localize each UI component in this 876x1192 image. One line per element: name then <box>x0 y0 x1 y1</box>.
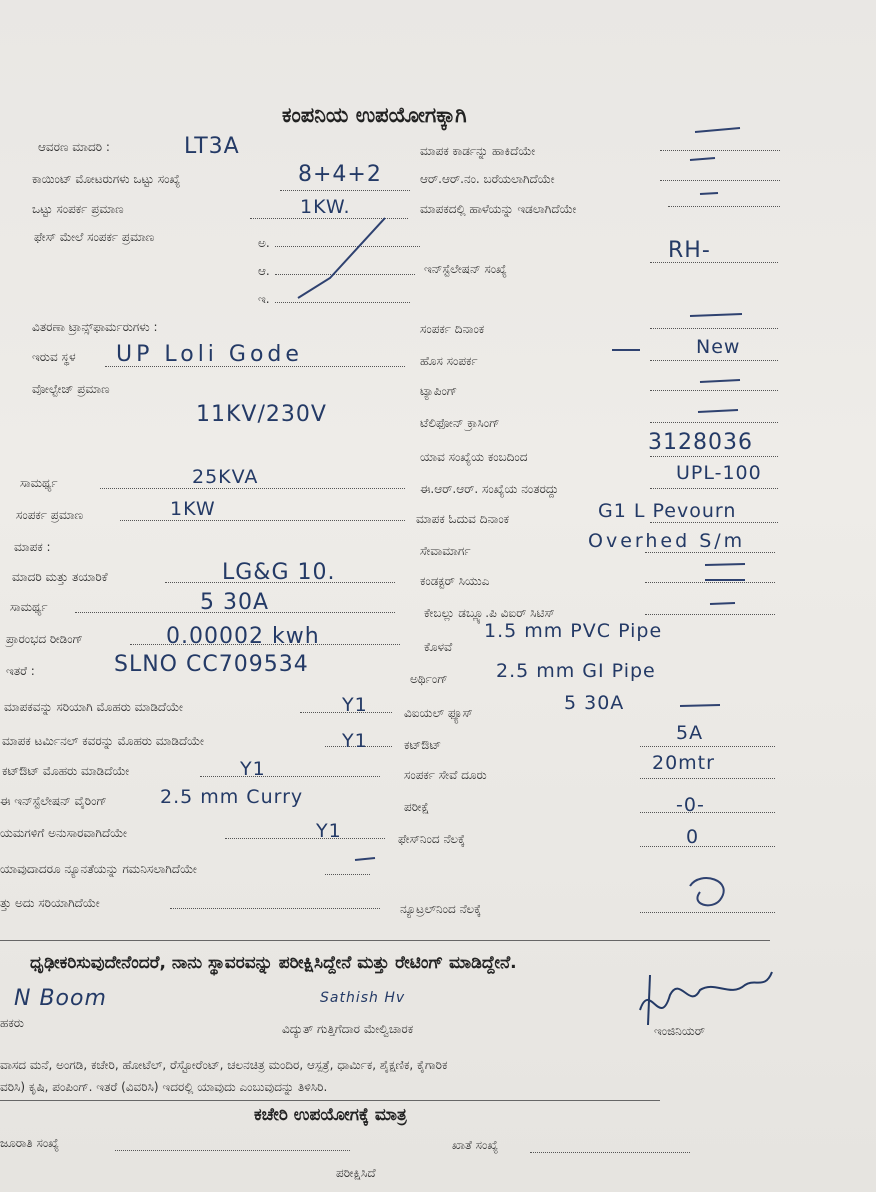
label-installation-number: ಇನ್‌ಸ್ಟೆಲೇಷನ್ ಸಂಖ್ಯೆ <box>424 262 507 276</box>
label-total-load: ಒಟ್ಟು ಸಂಪರ್ಕ ಪ್ರಮಾಣ <box>32 202 124 216</box>
label-new-connection: ಹೊಸ ಸಂಪರ್ಕ <box>420 354 478 368</box>
hw-fuse: 5 30A <box>564 692 625 714</box>
label-premises-type: ಆವರಣ ಮಾದರಿ : <box>38 140 110 154</box>
hw-phase-earth: 0 <box>686 826 700 848</box>
field-account-number <box>530 1152 690 1153</box>
label-pole-number: ಯಾವ ಸಂಖ್ಯೆಯ ಕಂಬದಿಂದ <box>420 450 528 464</box>
signature-owner: N Boom <box>14 986 107 1011</box>
hw-initial-reading: 0.00002 kwh <box>166 624 320 649</box>
signature-contractor: Sathish Hv <box>320 990 406 1006</box>
field-sanction-number <box>115 1150 350 1151</box>
label-cutout: ಕಟ್‌ಔಟ್ <box>404 738 442 752</box>
hw-wiring: 2.5 mm Curry <box>160 786 304 808</box>
hw-earthing: 2.5 mm GI Pipe <box>496 660 656 682</box>
label-service-distance: ಸಂಪರ್ಕ ಸೇವೆ ದೂರು <box>404 768 487 782</box>
label-initial-reading: ಪ್ರಾರಂಭದ ರೀಡಿಂಗ್ <box>6 632 83 646</box>
label-meter-sealed: ಮಾಪಕವನ್ನು ಸರಿಯಾಗಿ ಮೊಹರು ಮಾಡಿದೆಯೇ <box>4 700 183 714</box>
label-service-line: ಸೇವಾಮಾರ್ಗ <box>420 544 471 558</box>
hw-installation-number: RH- <box>668 238 711 263</box>
label-neutral-to-earth: ನ್ಯೂಟ್ರಲ್‌ನಿಂದ ನೆಲಕ್ಕೆ <box>400 902 482 916</box>
label-test: ಪರೀಕ್ಷೆ <box>404 800 430 814</box>
hw-meter-capacity: 5 30A <box>200 590 270 615</box>
declaration-text: ಧೃಢೀಕರಿಸುವುದೇನೆಂದರೆ, ನಾನು ಸ್ಥಾವರವನ್ನು ಪರೀಕ್ಷಿಸಿದ್ದೇನೆ ಮತ್ತು ರೇಟಿಂಗ್ ಮಾಡಿದ್ದೇನೆ. <box>30 953 517 973</box>
premises-type-note-1: ವಾಸದ ಮನೆ, ಅಂಗಡಿ, ಕಚೇರಿ, ಹೋಟೆಲ್, ರೆಸ್ಟೋರೆಂಟ್, ಚಲನಚಿತ್ರ ಮಂದಿರ, ಆಸ್ಪತ್ರೆ, ಧಾರ್ಮಿಕ, ಶೈಕ್ಷಣಿಕ, ಕೈಗಾರಿಕ <box>0 1058 448 1072</box>
label-voltage: ವೋಲ್ಟೇಜ್ ಪ್ರಮಾಣ <box>32 382 110 396</box>
label-reading-date: ಮಾಪಕ ಓದುವ ದಿನಾಂಕ <box>416 512 510 526</box>
label-after-rr: ಈ.ಆರ್.ಆರ್. ಸಂಖ್ಯೆಯ ನಂತರದ್ದು <box>420 482 559 496</box>
label-transformers: ವಿತರಣಾ ಟ್ರಾನ್ಸ್‌ಫಾರ್ಮರುಗಳು : <box>32 320 158 334</box>
label-conductor: ಕಂಡಕ್ಟರ್ ಸಿಯುಎ <box>420 574 490 588</box>
hw-distance: 20mtr <box>652 752 715 774</box>
premises-type-note-2: ವರಿಸಿ) ಕೃಷಿ, ಪಂಪಿಂಗ್. ಇತರೆ (ವಿವರಿಸಿ) ಇದರಲ್ಲಿ ಯಾವುದು ಎಂಬುವುದನ್ನು ತಿಳಿಸಿರಿ. <box>0 1080 328 1094</box>
label-meter: ಮಾಪಕ : <box>14 540 51 554</box>
label-rr-number: ಆರ್.ಆರ್.ನಂ. ಬರೆಯಲಾಗಿದೆಯೇ <box>420 172 555 186</box>
signature-label-engineer: ಇಂಜಿನಿಯರ್ <box>654 1024 705 1038</box>
label-installation-wiring: ಈ ಇನ್‌ಸ್ಟೆಲೇಷನ್ ವೈರಿಂಗ್ <box>0 794 107 808</box>
label-meter-capacity: ಸಾಮರ್ಥ್ಯ <box>10 600 48 614</box>
hw-voltage: 11KV/230V <box>196 402 327 427</box>
label-capacity: ಸಾಮರ್ಥ್ಯ <box>20 476 58 490</box>
label-earthing: ಅರ್ಥಿಂಗ್ <box>410 672 448 686</box>
hw-other: SLNO CC709534 <box>114 652 309 677</box>
hw-premises-type: LT3A <box>184 134 240 159</box>
label-location: ಇರುವ ಸ್ಥಳ <box>32 350 76 364</box>
label-connection-date: ಸಂಪರ್ಕ ದಿನಾಂಕ <box>420 322 485 336</box>
hw-cutout: 5A <box>676 722 704 744</box>
label-sheet-kept: ಮಾಪಕದಲ್ಲಿ ಹಾಳೆಯನ್ನು ಇಡಲಾಗಿದೆಯೇ <box>420 202 577 216</box>
label-telephone-crossing: ಟೆಲಿಫೋನ್ ಕ್ರಾಸಿಂಗ್ <box>420 416 500 430</box>
label-connected-load: ಸಂಪರ್ಕ ಪ್ರಮಾಣ <box>16 508 84 522</box>
label-make: ಮಾದರಿ ಮತ್ತು ತಯಾರಿಕೆ <box>12 570 108 584</box>
label-fuse: ವಿಐಯಲ್ ಫ್ಯೂಸ್ <box>404 706 473 720</box>
label-cutout-sealed: ಕಟ್‌ಔಟ್ ಮೊಹರು ಮಾಡಿದೆಯೇ <box>2 764 130 778</box>
label-is-correct: ತ್ತು ಅದು ಸರಿಯಾಗಿದೆಯೇ <box>0 896 100 910</box>
hw-make: LG&G 10. <box>222 560 336 585</box>
label-defects-noticed: ಯಾವುದಾದರೂ ನ್ಯೂನತೆಯನ್ನು ಗಮನಿಸಲಾಗಿದೆಯೇ <box>0 862 197 876</box>
office-use-heading: ಕಚೇರಿ ಉಪಯೋಗಕ್ಕೆ ಮಾತ್ರ <box>254 1105 407 1125</box>
label-phase-a: ಅ. <box>258 236 270 250</box>
hw-meter-sealed: Y1 <box>342 694 368 716</box>
label-phase-c: ಇ. <box>258 292 270 306</box>
hw-cutout-sealed: Y1 <box>240 758 266 780</box>
label-cable: ಕೇಬಲ್ಲು ಡಬ್ಲ್ಯೂ.ಪಿ ವಿಐರ್ ಸಿಟಿಸ್ <box>424 606 555 620</box>
hw-pipe: 1.5 mm PVC Pipe <box>484 620 663 642</box>
signature-label-owner: ಹಕರು <box>0 1016 24 1030</box>
hw-after-rr: UPL-100 <box>676 462 762 484</box>
hw-motors: 8+4+2 <box>298 162 382 187</box>
signature-label-contractor: ವಿದ್ಯುತ್ ಗುತ್ತಿಗೆದಾರ ಮೇಲ್ವಿಚಾರಕ <box>282 1022 414 1036</box>
hw-new-connection: New <box>696 336 741 358</box>
hw-total-load: 1KW. <box>300 196 351 218</box>
label-pipe: ಕೊಳವೆ <box>424 640 453 654</box>
label-account-number: ಖಾತೆ ಸಂಖ್ಯೆ <box>452 1138 499 1152</box>
hw-terminal-sealed: Y1 <box>342 730 368 752</box>
label-phase-load: ಫೇಸ್ ಮೇಲೆ ಸಂಪರ್ಕ ಪ್ರಮಾಣ <box>34 230 155 244</box>
label-checked: ಪರೀಕ್ಷಿಸಿದೆ <box>336 1166 376 1180</box>
label-tapping: ಟ್ಯಾಪಿಂಗ್ <box>420 384 458 398</box>
hw-capacity: 25KVA <box>192 466 259 488</box>
label-total-motors: ಕಾಯಿಂಟ್ ಮೋಟರುಗಳು ಒಟ್ಟು ಸಂಖ್ಯೆ <box>32 172 181 186</box>
label-other: ಇತರೆ : <box>6 664 35 678</box>
label-meter-card: ಮಾಪಕ ಕಾರ್ಡನ್ನು ಹಾಕಿದೆಯೇ <box>420 144 536 158</box>
label-sanction-number: ಜೂರಾತಿ ಸಂಖ್ಯೆ <box>0 1136 60 1150</box>
label-phase-b: ಆ. <box>258 264 270 278</box>
hw-connected-load: 1KW <box>170 498 216 520</box>
label-terminal-sealed: ಮಾಪಕ ಟರ್ಮಿನಲ್ ಕವರನ್ನು ಮೊಹರು ಮಾಡಿದೆಯೇ <box>2 734 204 748</box>
hw-test: -0- <box>676 794 705 816</box>
label-as-per-rules: ಯಮಗಳಿಗೆ ಅನುಸಾರವಾಗಿದೆಯೇ <box>0 826 127 840</box>
hw-reading-date: G1 L Pevourn <box>598 500 737 522</box>
form-title: ಕಂಪನಿಯ ಉಪಯೋಗಕ್ಕಾಗಿ <box>282 103 467 127</box>
label-phase-to-earth: ಫೇಸ್‌ನಿಂದ ನೆಲಕ್ಕೆ <box>398 832 466 846</box>
divider-office <box>0 1100 660 1101</box>
hw-pole-number: 3128036 <box>648 430 753 455</box>
hw-rules: Y1 <box>316 820 342 842</box>
hw-location: UP Loli Gode <box>116 342 303 367</box>
hw-service-line: Overhed S/m <box>588 530 746 552</box>
